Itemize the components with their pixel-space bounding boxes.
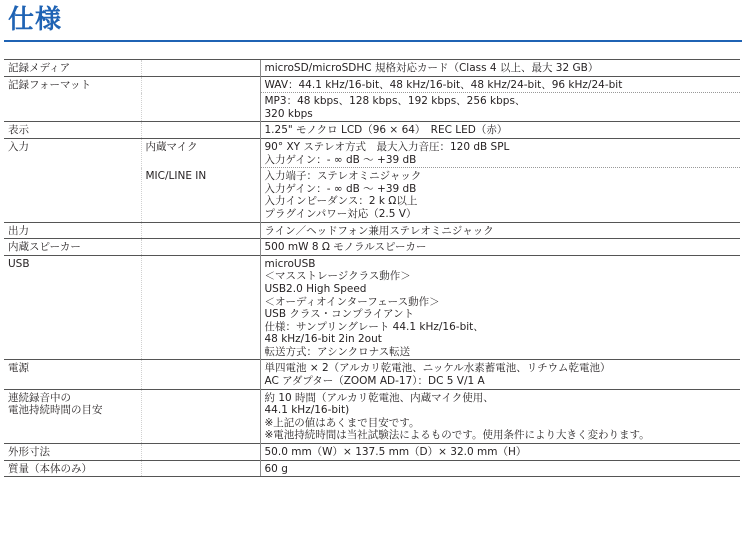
table-row bbox=[4, 60, 740, 77]
table-row bbox=[4, 255, 740, 360]
row-label: 表示 bbox=[4, 122, 141, 139]
row-value: MP3：48 kbps、128 kbps、192 kbps、256 kbps、 320 kbps bbox=[260, 93, 740, 122]
table-row bbox=[4, 239, 740, 256]
row-value: microSD/microSDHC 規格対応カード（Class 4 以上、最大 32 GB） bbox=[260, 60, 740, 77]
row-value: 約 10 時間（アルカリ乾電池、内蔵マイク使用、 44.1 kHz/16-bit) ※上記の値はあくまで目安です。 ※電池持続時間は当社試験法によるものです。使用条件により大きく変わります。 bbox=[260, 389, 740, 443]
table-row bbox=[4, 138, 740, 167]
page-title: 仕様 bbox=[8, 5, 63, 35]
row-label: 電源 bbox=[4, 360, 141, 389]
title-underline bbox=[4, 40, 742, 42]
table-row bbox=[4, 76, 740, 93]
row-label: 記録フォーマット bbox=[4, 76, 141, 122]
table-row bbox=[4, 122, 740, 139]
row-label: 連続録音中の 電池持続時間の目安 bbox=[4, 389, 141, 443]
row-value: 50.0 mm（W）× 137.5 mm（D）× 32.0 mm（H） bbox=[260, 444, 740, 461]
row-value: 500 mW 8 Ω モノラルスピーカー bbox=[260, 239, 740, 256]
row-value: 90° XY ステレオ方式 最大入力音圧：120 dB SPL 入力ゲイン：- ∞ dB ～ +39 dB bbox=[260, 138, 740, 167]
row-label: 内蔵スピーカー bbox=[4, 239, 141, 256]
row-label: 入力 bbox=[4, 138, 141, 222]
row-value: 1.25" モノクロ LCD（96 × 64） REC LED（赤） bbox=[260, 122, 740, 139]
row-value: WAV：44.1 kHz/16-bit、48 kHz/16-bit、48 kHz/24-bit、96 kHz/24-bit bbox=[260, 76, 740, 93]
table-row bbox=[4, 222, 740, 239]
table-row bbox=[4, 460, 740, 477]
table-row bbox=[4, 360, 740, 389]
row-label: 外形寸法 bbox=[4, 444, 141, 461]
table-row bbox=[4, 444, 740, 461]
row-label: 出力 bbox=[4, 222, 141, 239]
row-label: USB bbox=[4, 255, 141, 360]
row-value: ライン／ヘッドフォン兼用ステレオミニジャック bbox=[260, 222, 740, 239]
row-sublabel: MIC/LINE IN bbox=[141, 168, 260, 222]
row-value: 単四電池 × 2（アルカリ乾電池、ニッケル水素蓄電池、リチウム乾電池） AC アダプター（ZOOM AD-17）：DC 5 V/1 A bbox=[260, 360, 740, 389]
row-value: microUSB ＜マスストレージクラス動作＞ USB2.0 High Speed ＜オーディオインターフェース動作＞ USB クラス・コンプライアント 仕様：サンプリングレート 44.1 kHz/16-bit、 48 kHz/16-bit 2in 2out 転送方式：アシンクロナス転送 bbox=[260, 255, 740, 360]
row-value: 60 g bbox=[260, 460, 740, 477]
row-label: 記録メディア bbox=[4, 60, 141, 77]
spec-table bbox=[4, 59, 740, 477]
row-label: 質量（本体のみ） bbox=[4, 460, 141, 477]
row-sublabel: 内蔵マイク bbox=[141, 138, 260, 167]
row-value: 入力端子：ステレオミニジャック 入力ゲイン：- ∞ dB ～ +39 dB 入力インピーダンス：2 k Ω以上 プラグインパワー対応（2.5 V） bbox=[260, 168, 740, 222]
table-row bbox=[4, 389, 740, 443]
